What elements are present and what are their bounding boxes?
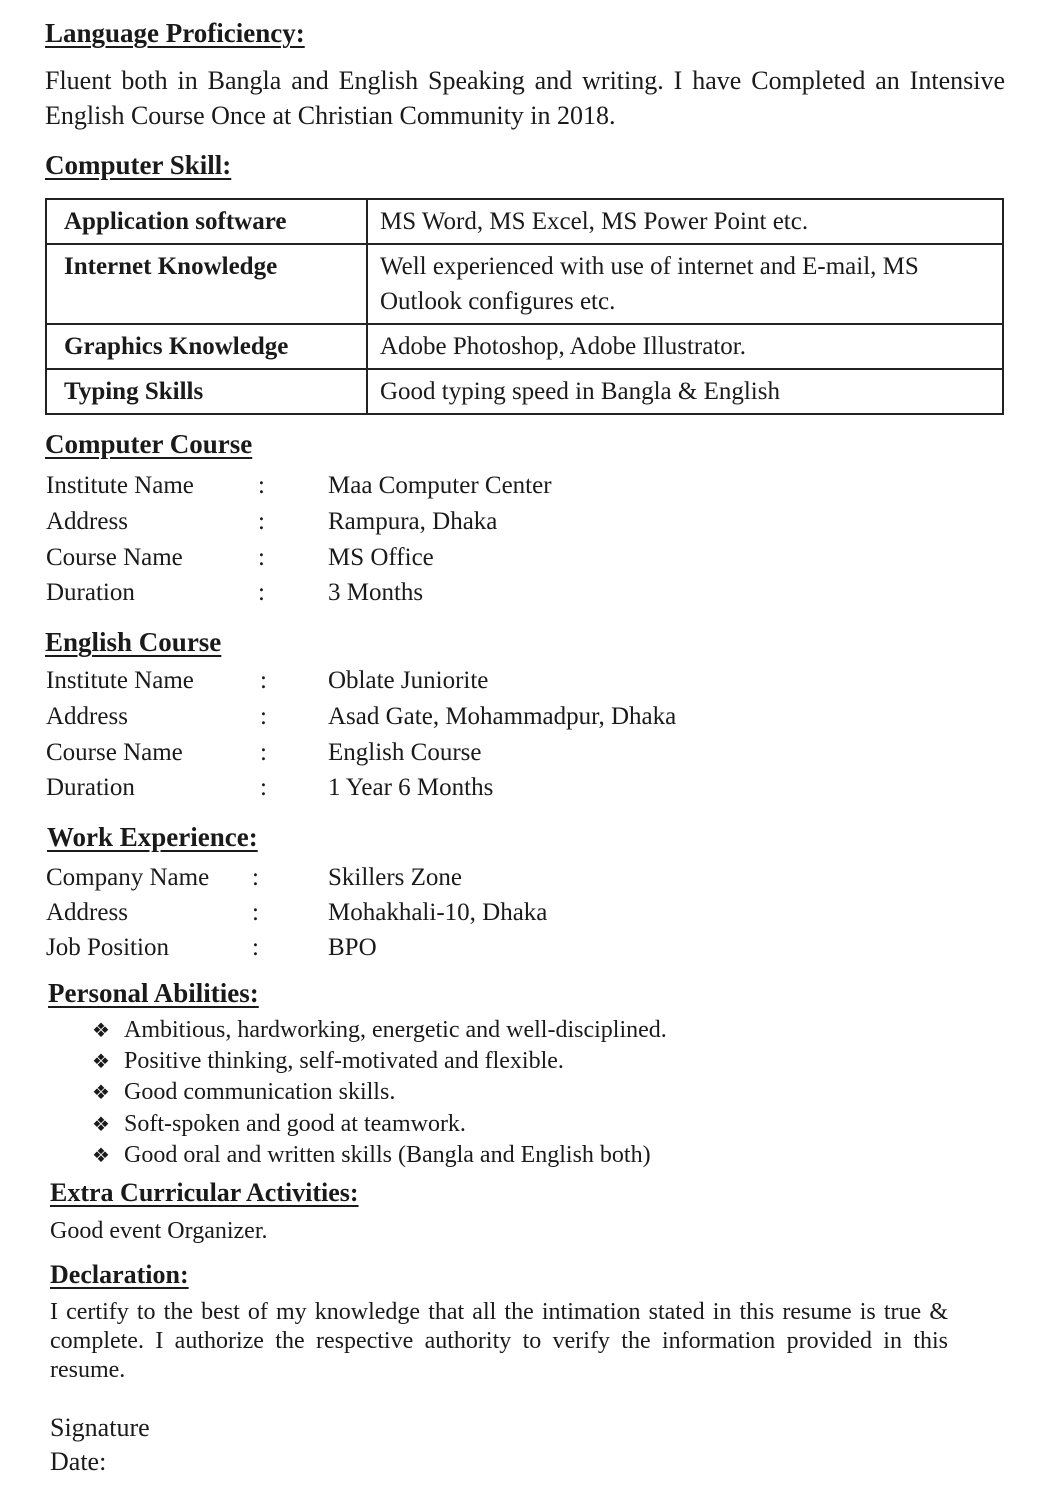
field-label: Institute Name [46,472,194,499]
ability-text: Ambitious, hardworking, energetic and well-disciplined. [124,1017,667,1043]
field-separator: : [260,667,267,694]
field-value: 3 Months [328,579,424,606]
detail-row [46,770,746,806]
table-row [46,369,1003,414]
detail-row [46,860,746,896]
field-value: MS Office [328,544,434,571]
diamond-bullet-icon: ❖ [92,1082,110,1105]
field-value: 1 Year 6 Months [328,774,494,801]
list-item [92,1109,667,1140]
computer-course-heading: Computer Course [45,429,253,459]
skill-label: Application software [46,199,367,244]
detail-row [46,699,746,735]
detail-row [46,540,746,576]
field-label: Course Name [46,544,183,571]
computer-skill-heading: Computer Skill: [45,150,232,180]
skill-value: Adobe Photoshop, Adobe Illustrator. [367,324,1003,369]
table-row [46,324,1003,369]
ability-text: Positive thinking, self-motivated and flexible. [124,1048,564,1075]
field-separator: : [260,739,267,766]
field-value: Maa Computer Center [328,472,552,499]
list-item [92,1140,667,1171]
work-experience-heading: Work Experience: [47,822,258,852]
field-separator: : [258,579,265,606]
list-item [92,1046,667,1077]
abilities-list [92,1015,667,1171]
date-label: Date: [50,1447,107,1476]
language-proficiency-heading: Language Proficiency: [45,18,305,48]
work-experience-details [46,860,746,968]
list-item [92,1077,667,1108]
diamond-bullet-icon: ❖ [92,1113,110,1136]
field-label: Job Position [46,934,169,961]
field-label: Address [46,899,128,926]
computer-course-details [46,468,746,612]
field-separator: : [252,934,259,961]
field-value: Mohakhali-10, Dhaka [328,899,548,926]
signature-label: Signature [50,1413,150,1442]
detail-row [46,735,746,771]
field-label: Course Name [46,739,183,766]
field-label: Duration [46,774,135,801]
field-separator: : [258,472,265,499]
detail-row [46,895,746,931]
detail-row [46,930,746,966]
skill-label: Typing Skills [46,369,367,414]
field-value: BPO [328,934,377,961]
field-separator: : [260,774,267,801]
field-label: Duration [46,579,135,606]
field-label: Address [46,508,128,535]
field-value: Oblate Juniorite [328,667,489,694]
detail-row [46,468,746,504]
personal-abilities-heading: Personal Abilities: [48,978,259,1008]
diamond-bullet-icon: ❖ [92,1020,110,1042]
skill-value: Good typing speed in Bangla & English [367,369,1003,414]
table-row [46,244,1003,324]
extra-curricular-text: Good event Organizer. [50,1218,268,1244]
ability-text: Good communication skills. [124,1079,396,1106]
field-label: Company Name [46,864,210,891]
table-row [46,199,1003,244]
field-value: Asad Gate, Mohammadpur, Dhaka [328,703,677,730]
diamond-bullet-icon: ❖ [92,1051,110,1074]
field-separator: : [258,508,265,535]
field-separator: : [260,703,267,730]
field-label: Address [46,703,128,730]
field-label: Institute Name [46,667,194,694]
field-separator: : [252,899,259,926]
extra-curricular-heading: Extra Curricular Activities: [50,1178,359,1207]
field-value: Skillers Zone [328,864,463,891]
computer-skill-table [45,198,1004,415]
ability-text: Soft-spoken and good at teamwork. [124,1110,466,1137]
detail-row [46,504,746,540]
declaration-heading: Declaration: [50,1260,189,1289]
english-course-details [46,663,746,807]
ability-text: Good oral and written skills (Bangla and English both) [124,1141,651,1168]
field-value: English Course [328,739,482,766]
english-course-heading: English Course [45,627,222,657]
language-proficiency-text: Fluent both in Bangla and English Speaking and writing. I have Completed an Intensive English Course Once at Christian Community in 2018. [45,66,1005,130]
skill-value: Well experienced with use of internet and E-mail, MS Outlook configures etc. [367,244,1003,324]
skill-label: Graphics Knowledge [46,324,367,369]
detail-row [46,575,746,611]
field-separator: : [252,864,259,891]
skill-label: Internet Knowledge [46,244,367,324]
list-item [92,1015,667,1046]
diamond-bullet-icon: ❖ [92,1144,110,1167]
detail-row [46,663,746,699]
field-separator: : [258,544,265,571]
skill-value: MS Word, MS Excel, MS Power Point etc. [367,199,1003,244]
field-value: Rampura, Dhaka [328,508,498,535]
declaration-text: I certify to the best of my knowledge that all the intimation stated in this resume is true & complete. I authorize the respective authority to verify the information provided in this resume. [50,1299,948,1383]
